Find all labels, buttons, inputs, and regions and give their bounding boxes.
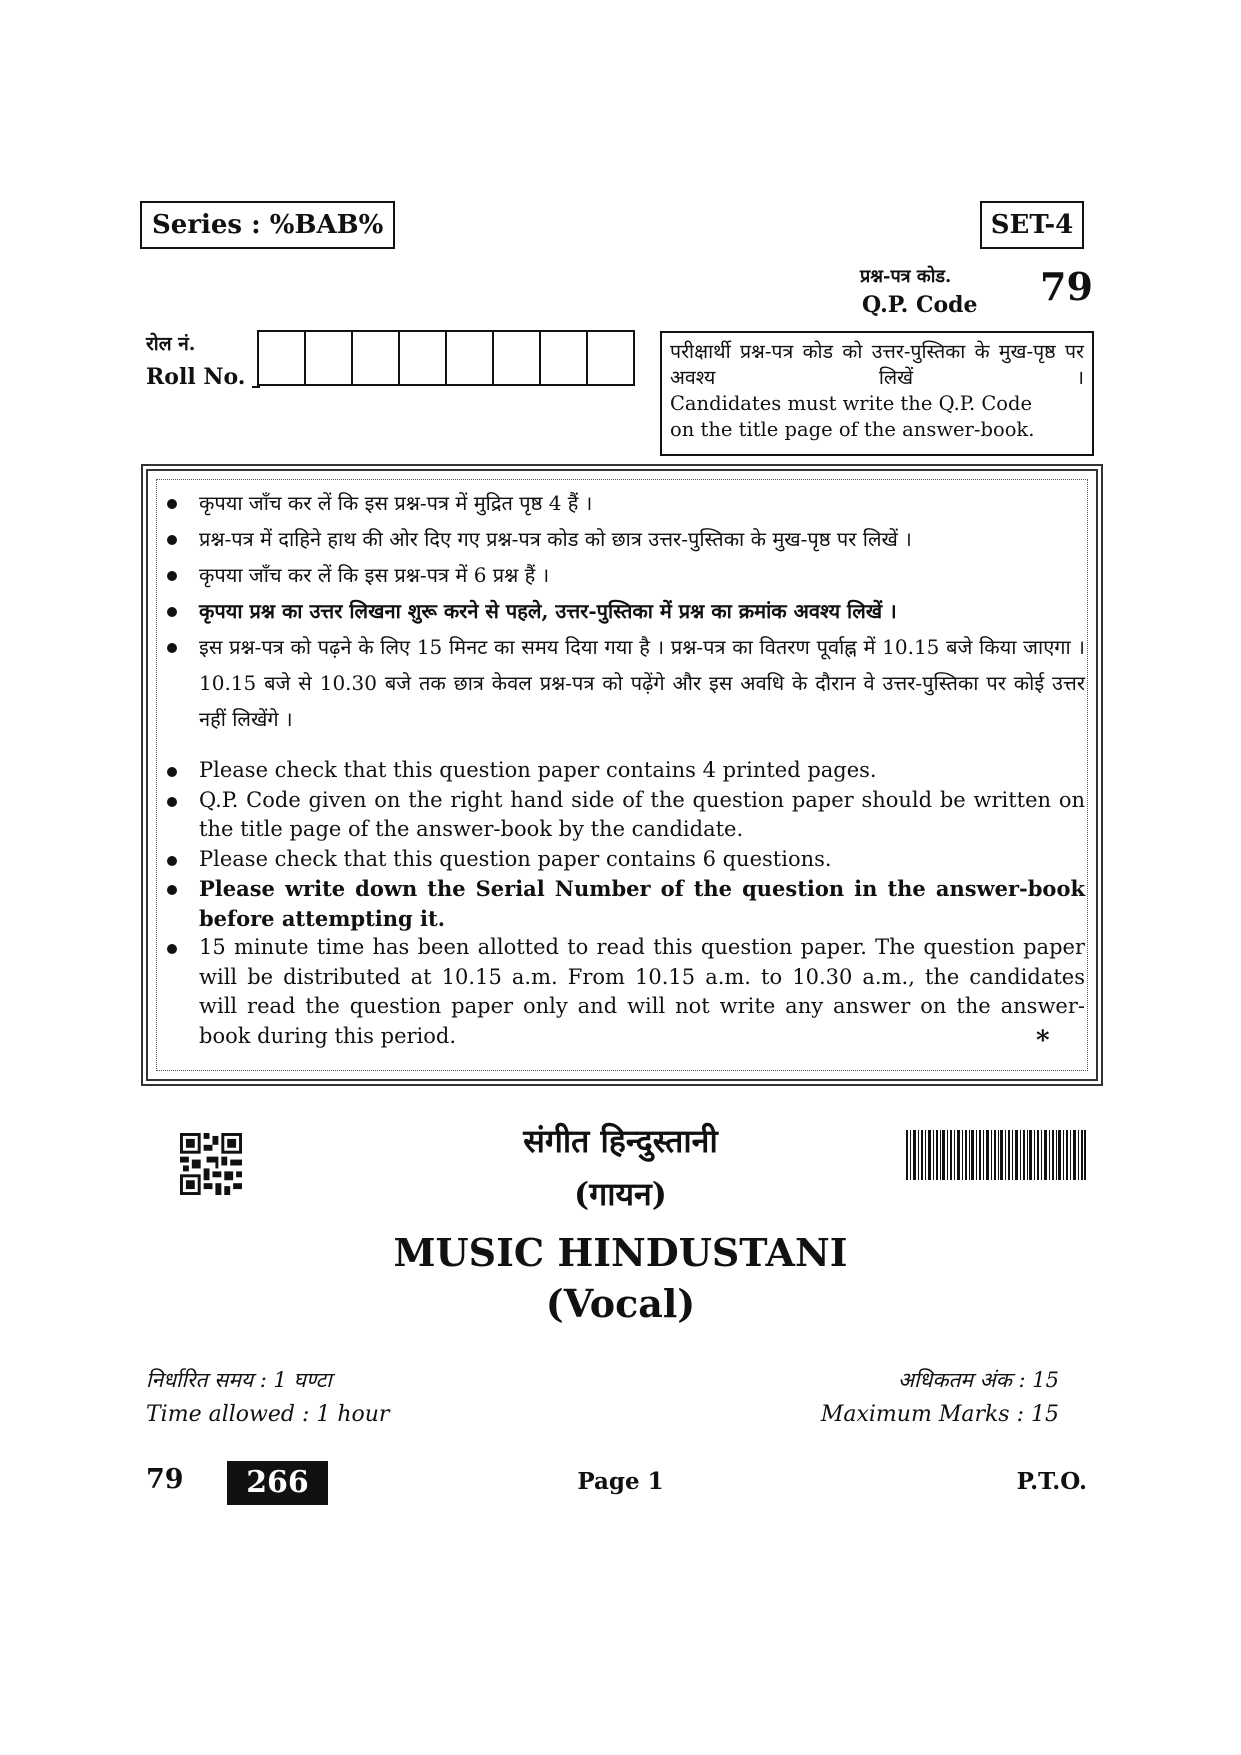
candidate-note-line-2: on the title page of the answer-book.: [670, 418, 1035, 441]
instruction-item: [155, 629, 1085, 737]
candidate-note-box: [660, 331, 1094, 456]
instruction-item: [155, 933, 1085, 1051]
instruction-text: कृपया जाँच कर लें कि इस प्रश्न-पत्र में 6 प्रश्न हैं ।: [199, 563, 550, 587]
page-number: Page 1: [577, 1468, 664, 1495]
instruction-text: कृपया प्रश्न का उत्तर लिखना शुरू करने से पहले, उत्तर-पुस्तिका में प्रश्न का क्रमांक अवश्य लिखें ।: [199, 599, 897, 623]
roll-cell[interactable]: [492, 330, 541, 386]
bullet-icon: [167, 607, 177, 617]
instruction-text: Q.P. Code given on the right hand side of the question paper should be written on the title page of the answer-book by the candidate.: [199, 787, 1085, 841]
time-allowed: Time allowed : 1 hour: [146, 1402, 390, 1427]
instruction-text: Please check that this question paper contains 4 printed pages.: [199, 758, 877, 782]
bullet-icon: [167, 797, 177, 807]
roll-number-boxes[interactable]: [259, 330, 635, 386]
instruction-text: कृपया जाँच कर लें कि इस प्रश्न-पत्र में मुद्रित पृष्ठ 4 हैं ।: [199, 491, 593, 515]
instruction-text: Please check that this question paper contains 6 questions.: [199, 846, 832, 871]
roll-cell[interactable]: [539, 330, 588, 386]
bullet-icon: [167, 885, 177, 895]
instruction-text: प्रश्न-पत्र में दाहिने हाथ की ओर दिए गए प्रश्न-पत्र कोड को छात्र उत्तर-पुस्तिका के मुख-पृष्ठ पर लिखें ।: [199, 527, 912, 551]
subject-subtitle-hindi: (गायन): [574, 1175, 667, 1213]
instruction-item: [155, 874, 1085, 933]
bullet-icon: [167, 571, 177, 581]
qp-code-label-hindi: प्रश्न-पत्र कोड.: [860, 266, 952, 287]
instructions-hindi: [155, 485, 1085, 737]
instruction-item: [155, 593, 1085, 629]
candidate-note-hindi: परीक्षार्थी प्रश्न-पत्र कोड को उत्तर-पुस्तिका के मुख-पृष्ठ पर अवश्य लिखें ।: [670, 340, 1084, 389]
footer-qp-code: 79: [146, 1464, 184, 1495]
instruction-text: इस प्रश्न-पत्र को पढ़ने के लिए 15 मिनट का समय दिया गया है । प्रश्न-पत्र का वितरण पूर्वाह्न में 10.15 बजे किया जाएगा । 10.15 बजे से 10.30 बजे तक छात्र केवल प्रश्न-पत्र को पढ़ेंगे और इस अवधि के दौरान वे उत्तर-पुस्तिका पर कोई उत्तर नहीं लिखेंगे ।: [199, 635, 1085, 731]
bullet-icon: [167, 856, 177, 866]
subject-title-hindi: संगीत हिन्दुस्तानी: [523, 1122, 718, 1160]
instructions-english: [155, 756, 1085, 1051]
subject-subtitle: (Vocal): [545, 1281, 696, 1326]
roll-cell[interactable]: [304, 330, 353, 386]
bullet-icon: [167, 944, 177, 954]
qp-code-label: Q.P. Code: [862, 292, 978, 318]
instruction-item: [155, 756, 1085, 786]
roll-label-hindi: रोल नं.: [146, 333, 196, 355]
roll-cell[interactable]: [257, 330, 306, 386]
instruction-item: [155, 845, 1085, 875]
roll-cell[interactable]: [586, 330, 635, 386]
pto-label: P.T.O.: [1016, 1468, 1087, 1495]
footer-paper-number: 266: [227, 1461, 328, 1505]
roll-cell[interactable]: [351, 330, 400, 386]
instruction-text: 15 minute time has been allotted to read this question paper. The question paper will be distributed at 10.15 a.m. From 10.15 a.m. to 10.30 a.m., the candidates will read the question paper only and will not write any answer on the answer-book during this period.: [199, 935, 1085, 1048]
maximum-marks: Maximum Marks : 15: [820, 1402, 1059, 1427]
subject-title: MUSIC HINDUSTANI: [393, 1230, 848, 1275]
asterisk-mark: *: [1036, 1026, 1050, 1056]
instruction-item: [155, 485, 1085, 521]
roll-cell[interactable]: [398, 330, 447, 386]
set-label: SET-4: [980, 201, 1084, 249]
roll-cell[interactable]: [445, 330, 494, 386]
bullet-icon: [167, 767, 177, 777]
candidate-note-line-1: Candidates must write the Q.P. Code: [670, 392, 1033, 415]
roll-leader-line: [252, 386, 260, 388]
instruction-text: Please write down the Serial Number of the question in the answer-book before attempting it.: [199, 876, 1085, 931]
instruction-item: [155, 521, 1085, 557]
time-allowed-hindi: निर्धारित समय : 1 घण्टा: [146, 1368, 332, 1392]
maximum-marks-hindi: अधिकतम अंक : 15: [897, 1368, 1059, 1392]
qp-code-number: 79: [1040, 264, 1093, 309]
instruction-item: [155, 557, 1085, 593]
series-label: Series : %BAB%: [140, 201, 395, 249]
instruction-item: [155, 786, 1085, 845]
bullet-icon: [167, 643, 177, 653]
bullet-icon: [167, 499, 177, 509]
roll-label: Roll No.: [146, 364, 246, 390]
bullet-icon: [167, 535, 177, 545]
